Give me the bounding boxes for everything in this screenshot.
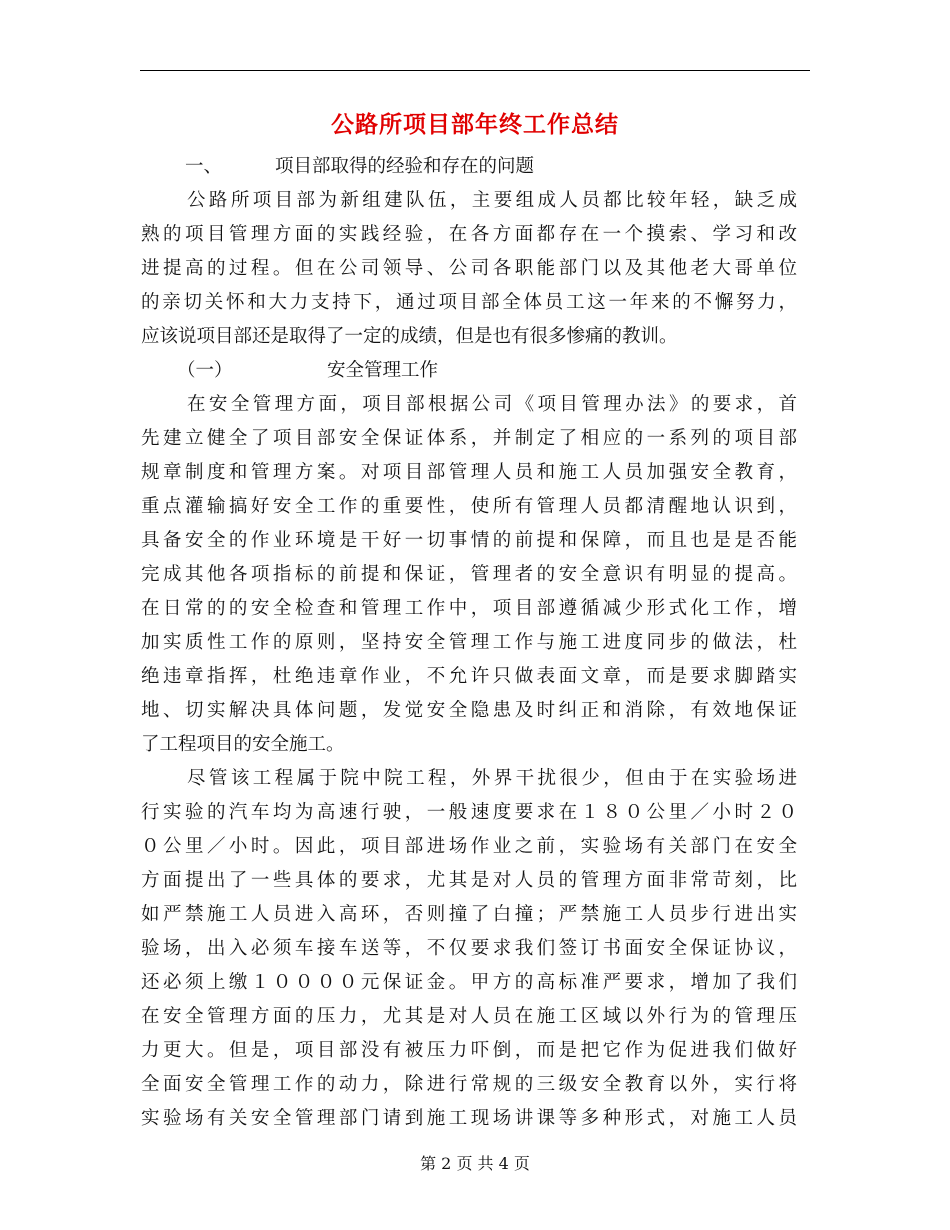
page-number-footer: 第 2 页 共 4 页	[420, 1154, 530, 1173]
paragraph-line: 在日常的的安全检查和管理工作中，项目部遵循减少形式化工作，增	[141, 598, 797, 619]
section-heading-text: 项目部取得的经验和存在的问题	[275, 156, 535, 177]
paragraph-line: 如严禁施工人员进入高环，否则撞了白撞；严禁施工人员步行进出实	[141, 904, 797, 925]
paragraph-line: 还必须上缴１００００元保证金。甲方的高标准严要求，增加了我们	[141, 972, 797, 993]
paragraph-line: 验场，出入必须车接车送等，不仅要求我们签订书面安全保证协议，	[141, 938, 797, 959]
paragraph-line: 公路所项目部为新组建队伍，主要组成人员都比较年轻，缺乏成	[187, 190, 797, 211]
paragraph-line: 规章制度和管理方案。对项目部管理人员和施工人员加强安全教育，	[141, 462, 797, 483]
subsection-heading	[141, 354, 797, 388]
document-title: 公路所项目部年终工作总结	[331, 111, 619, 138]
paragraph-line: 全面安全管理工作的动力，除进行常规的三级安全教育以外，实行将	[141, 1074, 797, 1095]
paragraph-line: 行实验的汽车均为高速行驶，一般速度要求在１８０公里／小时２０	[141, 802, 797, 823]
paragraph-line: 重点灌输搞好安全工作的重要性，使所有管理人员都清醒地认识到，	[141, 496, 797, 517]
section-number: 一、	[185, 156, 223, 177]
paragraph-line: 熟的项目管理方面的实践经验，在各方面都存在一个摸索、学习和改	[141, 224, 797, 245]
document-body	[141, 150, 797, 1136]
paragraph-line: 应该说项目部还是取得了一定的成绩，但是也有很多惨痛的教训。	[141, 326, 678, 347]
paragraph-line: 在安全管理方面的压力，尤其是对人员在施工区域以外行为的管理压	[141, 1006, 797, 1027]
paragraph-line: 先建立健全了项目部安全保证体系，并制定了相应的一系列的项目部	[141, 428, 797, 449]
paragraph-line: 绝违章指挥，杜绝违章作业，不允许只做表面文章，而是要求脚踏实	[141, 666, 797, 687]
paragraph-line: 方面提出了一些具体的要求，尤其是对人员的管理方面非常苛刻，比	[141, 870, 797, 891]
paragraph-line: 尽管该工程属于院中院工程，外界干扰很少，但由于在实验场进	[187, 768, 797, 789]
subsection-heading-text: 安全管理工作	[327, 360, 439, 381]
paragraph-line: 的亲切关怀和大力支持下，通过项目部全体员工这一年来的不懈努力，	[141, 292, 797, 313]
header-rule	[140, 70, 810, 71]
subsection-number: （一）	[177, 360, 233, 381]
paragraph-line: 地、切实解决具体问题，发觉安全隐患及时纠正和消除，有效地保证	[141, 700, 797, 721]
paragraph-line: ０公里／小时。因此，项目部进场作业之前，实验场有关部门在安全	[141, 836, 797, 857]
section-heading	[141, 150, 797, 184]
paragraph-line: 了工程项目的安全施工。	[141, 734, 345, 755]
paragraph-line: 具备安全的作业环境是干好一切事情的前提和保障，而且也是是否能	[141, 530, 797, 551]
paragraph-line: 在安全管理方面，项目部根据公司《项目管理办法》的要求，首	[187, 394, 797, 415]
paragraph-line: 完成其他各项指标的前提和保证，管理者的安全意识有明显的提高。	[141, 564, 797, 585]
paragraph-line: 实验场有关安全管理部门请到施工现场讲课等多种形式，对施工人员	[141, 1108, 797, 1129]
paragraph-line: 加实质性工作的原则，坚持安全管理工作与施工进度同步的做法，杜	[141, 632, 797, 653]
paragraph-line: 进提高的过程。但在公司领导、公司各职能部门以及其他老大哥单位	[141, 258, 797, 279]
paragraph-line: 力更大。但是，项目部没有被压力吓倒，而是把它作为促进我们做好	[141, 1040, 797, 1061]
